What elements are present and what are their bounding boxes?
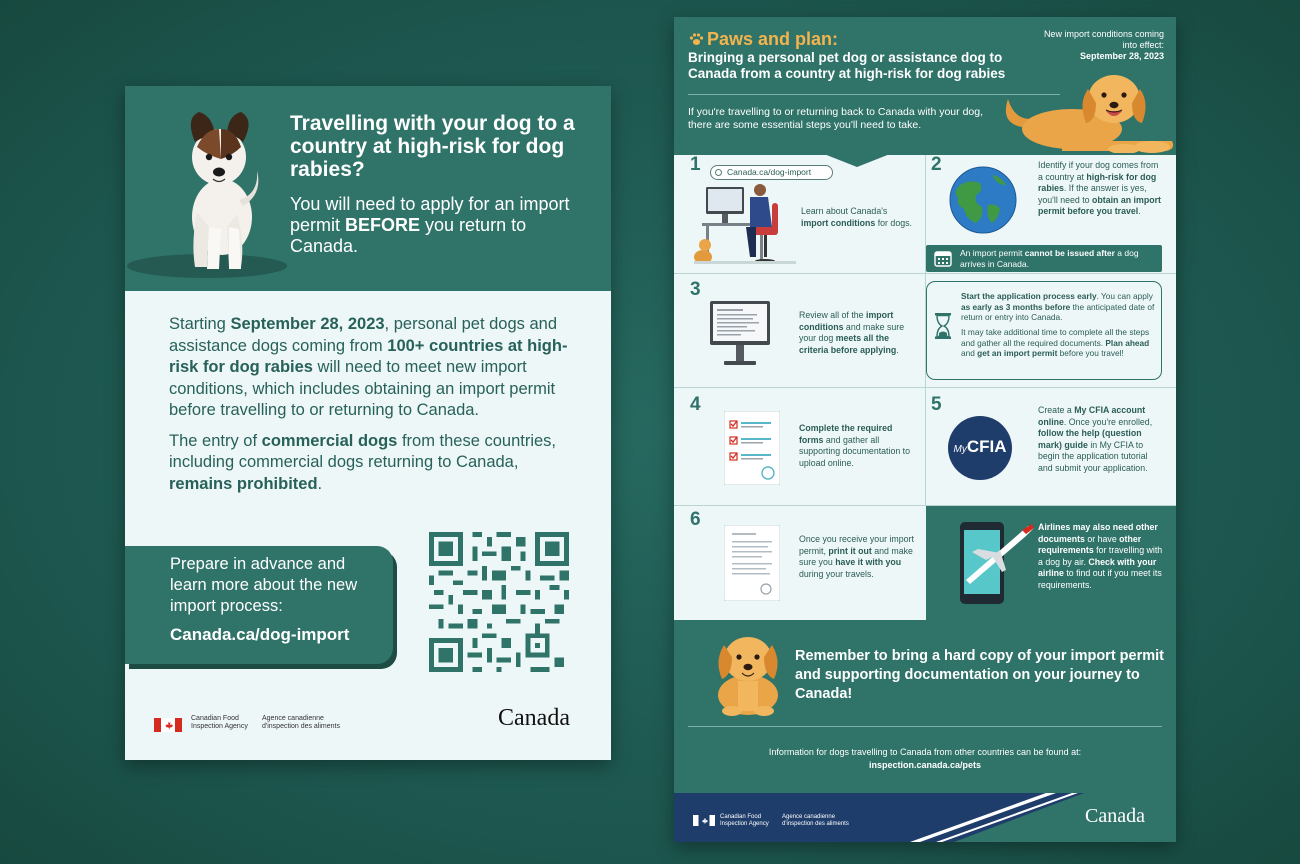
paw-icon [689,32,704,47]
right-poster-subtitle: Bringing a personal pet dog or assistance dog to Canada from a country at high-risk for dog rabies [688,50,1006,81]
step-3-number: 3 [690,279,701,300]
grid-divider-row2 [674,387,1176,388]
my-cfia-logo-text: MyCFIA [953,437,1007,456]
early-application-text-1: Start the application process early. You can apply as early as 3 months before the anticipated date of return or entry into Canada. [961,291,1155,323]
step-1-text: Learn about Canada's import conditions for dogs. [801,206,912,228]
canada-wordmark: Canada [1085,805,1145,827]
info-link[interactable]: inspection.canada.ca/pets [868,760,982,770]
early-application-text-2: It may take additional time to complete all the steps and gather all the required documents. Plan ahead and get an import permit before you travel! [961,327,1150,359]
phone-airplane-illustration [956,520,1036,610]
left-poster-header [125,86,611,291]
globe-icon [948,165,1018,235]
step-5-text: Create a My CFIA account online. Once you're enrolled, follow the help (question mark) guide in My CFIA to begin the application tutorial and submit your application. [1038,405,1153,473]
step-3-text: Review all of the import conditions and make sure your dog meets all the criteria before applying. [799,310,905,355]
step-6-number: 6 [690,509,701,530]
puppy-illustration [167,102,277,272]
maple-leaf-flag-icon [154,718,182,732]
grid-divider-row1 [674,273,1176,274]
person-at-computer-illustration [694,183,796,265]
agency-name-fr: Agence canadienne d'inspection des aliments [262,715,340,730]
body-paragraph-commercial: The entry of commercial dogs from these countries, including commercial dogs returning to Canada, remains prohibited. [169,431,557,493]
golden-dog-lying-illustration [1002,67,1174,153]
canada-wordmark: Canada [498,705,570,731]
step-4-number: 4 [690,394,701,415]
agency-name-fr: Agence canadienne d'inspection des aliments [782,814,849,827]
cta-link[interactable]: Canada.ca/dog-import [170,625,350,644]
body-paragraph-dates: Starting September 28, 2023, personal pet dogs and assistance dogs coming from 100+ countries at high-risk for dog rabies will need to meet new import conditions, which includes obtaining an import permit before travelling to or returning to Canada. [169,315,568,419]
step-2-text: Identify if your dog comes from a country at high-risk for dog rabies. If the answer is yes, you'll need to obtain an import permit before you travel. [1038,160,1161,216]
step-1-number: 1 [690,154,701,175]
info-text: Information for dogs travelling to Canada from other countries can be found at: inspection.canada.ca/pets [674,746,1176,772]
qr-code[interactable] [429,532,569,672]
permit-notice-text: An import permit cannot be issued after a dog arrives in Canada. [960,248,1139,269]
cta-box [125,546,393,664]
left-poster-subtitle: You will need to apply for an import permit BEFORE you return to Canada. [290,194,570,256]
maple-leaf-flag-icon [693,815,715,826]
left-poster [125,86,611,760]
step-4-text: Complete the required forms and gather all supporting documentation to upload online. [799,423,911,468]
step-6-text: Once you receive your import permit, print it out and make sure you have it with you during your travels. [799,534,914,579]
new-conditions-notice: New import conditions coming into effect: September 28, 2023 [1043,29,1164,61]
monitor-application-illustration [710,301,770,369]
agency-name-en: Canadian Food Inspection Agency [720,814,769,827]
forms-checklist-illustration [724,411,780,485]
magnifier-icon [715,169,722,176]
intro-text: If you're travelling to or returning back to Canada with your dog, there are some essential steps you'll need to take. [688,106,983,131]
left-poster-title: Travelling with your dog to a country at high-risk for dog rabies? [290,112,575,181]
agency-name-en: Canadian Food Inspection Agency [191,715,248,730]
hourglass-icon [935,313,951,339]
right-poster [674,17,1176,842]
golden-dog-sitting-illustration [708,631,788,717]
step-5-number: 5 [931,394,942,415]
search-input[interactable]: Canada.ca/dog-import [710,165,833,180]
airline-text: Airlines may also need other documents or have other requirements for travelling with a dog by air. Check with your airline to find out if you meet its requirements. [1038,522,1163,590]
right-poster-footer [674,793,1176,842]
step-2-number: 2 [931,154,942,175]
printed-permit-illustration [724,525,780,601]
reminder-divider [688,726,1162,727]
reminder-text: Remember to bring a hard copy of your import permit and supporting documentation on your journey to Canada! [795,648,1164,702]
calendar-icon [934,250,952,267]
right-poster-title: Paws and plan: [707,29,839,49]
left-poster-body [169,314,579,504]
cta-text: Prepare in advance and learn more about the new import process: [170,555,358,615]
